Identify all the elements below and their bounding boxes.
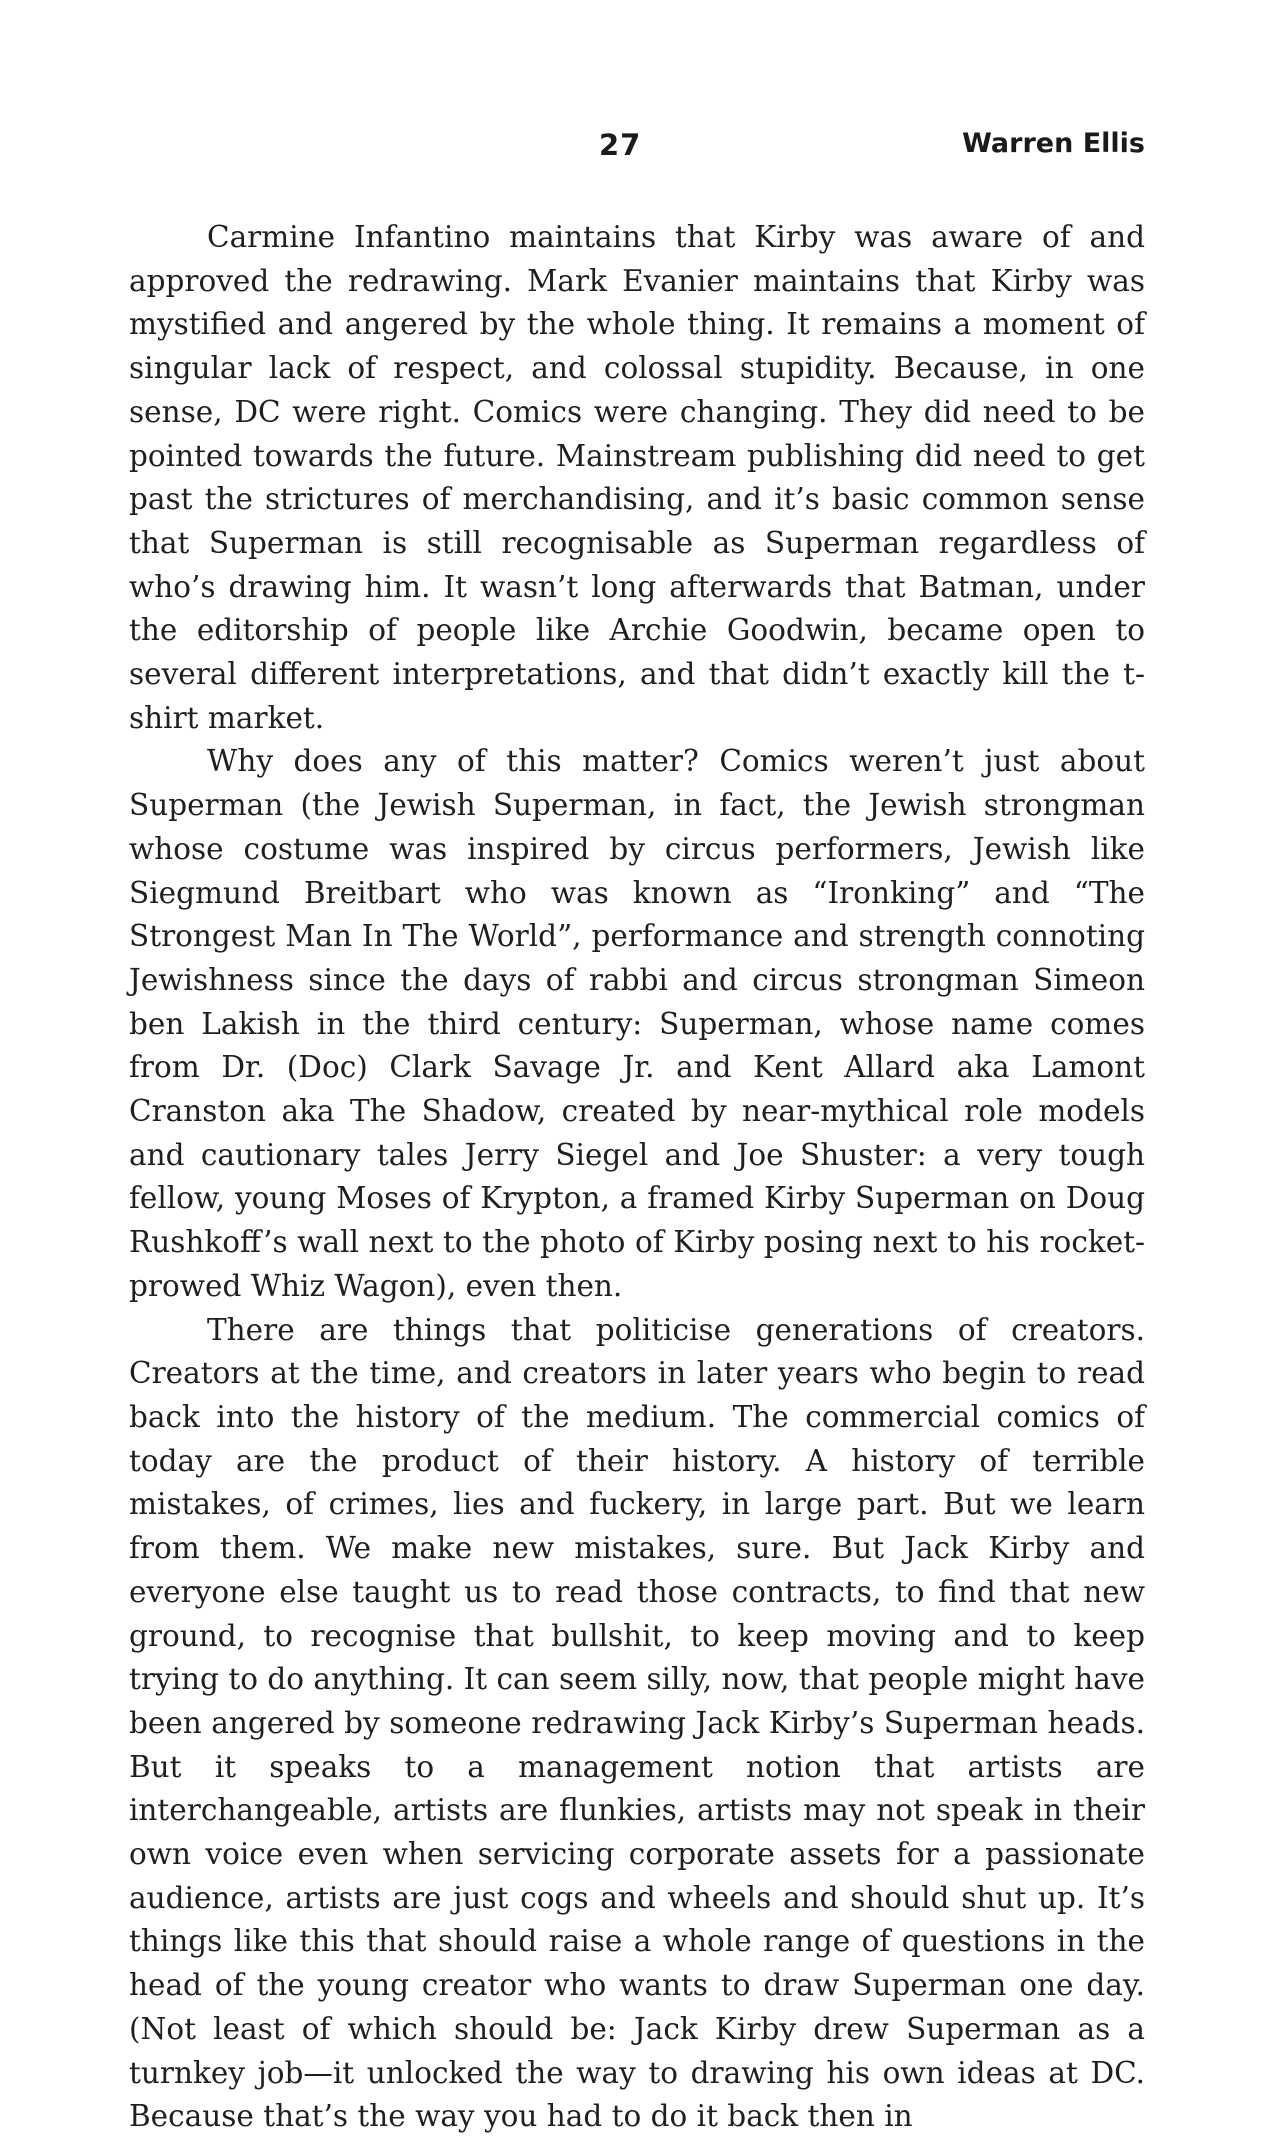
running-head-author: Warren Ellis — [962, 128, 1145, 159]
body-text — [129, 216, 1145, 2139]
paragraph: There are things that politicise generations of creators. Creators at the time, and creators in later years who begin to read back into the history of the medium. The commercial comics of today are the product of their history. A history of terrible mistakes, of crimes, lies and fuckery, in large part. But we learn from them. We make new mistakes, sure. But Jack Kirby and everyone else taught us to read those contracts, to find that new ground, to recognise that bullshit, to keep moving and to keep trying to do anything. It can seem silly, now, that people might have been angered by someone redrawing Jack Kirby’s Superman heads. But it speaks to a management notion that artists are interchangeable, artists are flunkies, artists may not speak in their own voice even when servicing corporate assets for a passionate audience, artists are just cogs and wheels and should shut up. It’s things like this that should raise a whole range of questions in the head of the young creator who wants to draw Superman one day. (Not least of which should be: Jack Kirby drew Superman as a turnkey job—it unlocked the way to drawing his own ideas at DC. Because that’s the way you had to do it back then in — [129, 1312, 1145, 2134]
page-header — [129, 128, 1145, 172]
paragraph: Carmine Infantino maintains that Kirby was aware of and approved the redrawing. Mark Evanier maintains that Kirby was mystified and angered by the whole thing. It remains a moment of singular lack of respect, and colossal stupidity. Because, in one sense, DC were right. Comics were changing. They did need to be pointed towards the future. Mainstream publishing did need to get past the strictures of merchandising, and it’s basic common sense that Superman is still recognisable as Superman regardless of who’s drawing him. It wasn’t long afterwards that Batman, under the editorship of people like Archie Goodwin, became open to several different interpretations, and that didn’t exactly kill the t-shirt market. — [129, 220, 1145, 735]
page-number: 27 — [599, 128, 642, 162]
paragraph: Why does any of this matter? Comics weren’t just about Superman (the Jewish Superman, in fact, the Jewish strongman whose costume was inspired by circus performers, Jewish like Siegmund Breitbart who was known as “Ironking” and “The Strongest Man In The World”, performance and strength connoting Jewishness since the days of rabbi and circus strongman Simeon ben Lakish in the third century: Superman, whose name comes from Dr. (Doc) Clark Savage Jr. and Kent Allard aka Lamont Cranston aka The Shadow, created by near-mythical role models and cautionary tales Jerry Siegel and Joe Shuster: a very tough fellow, young Moses of Krypton, a framed Kirby Superman on Doug Rushkoff’s wall next to the photo of Kirby posing next to his rocket-prowed Whiz Wagon), even then. — [129, 744, 1145, 1303]
